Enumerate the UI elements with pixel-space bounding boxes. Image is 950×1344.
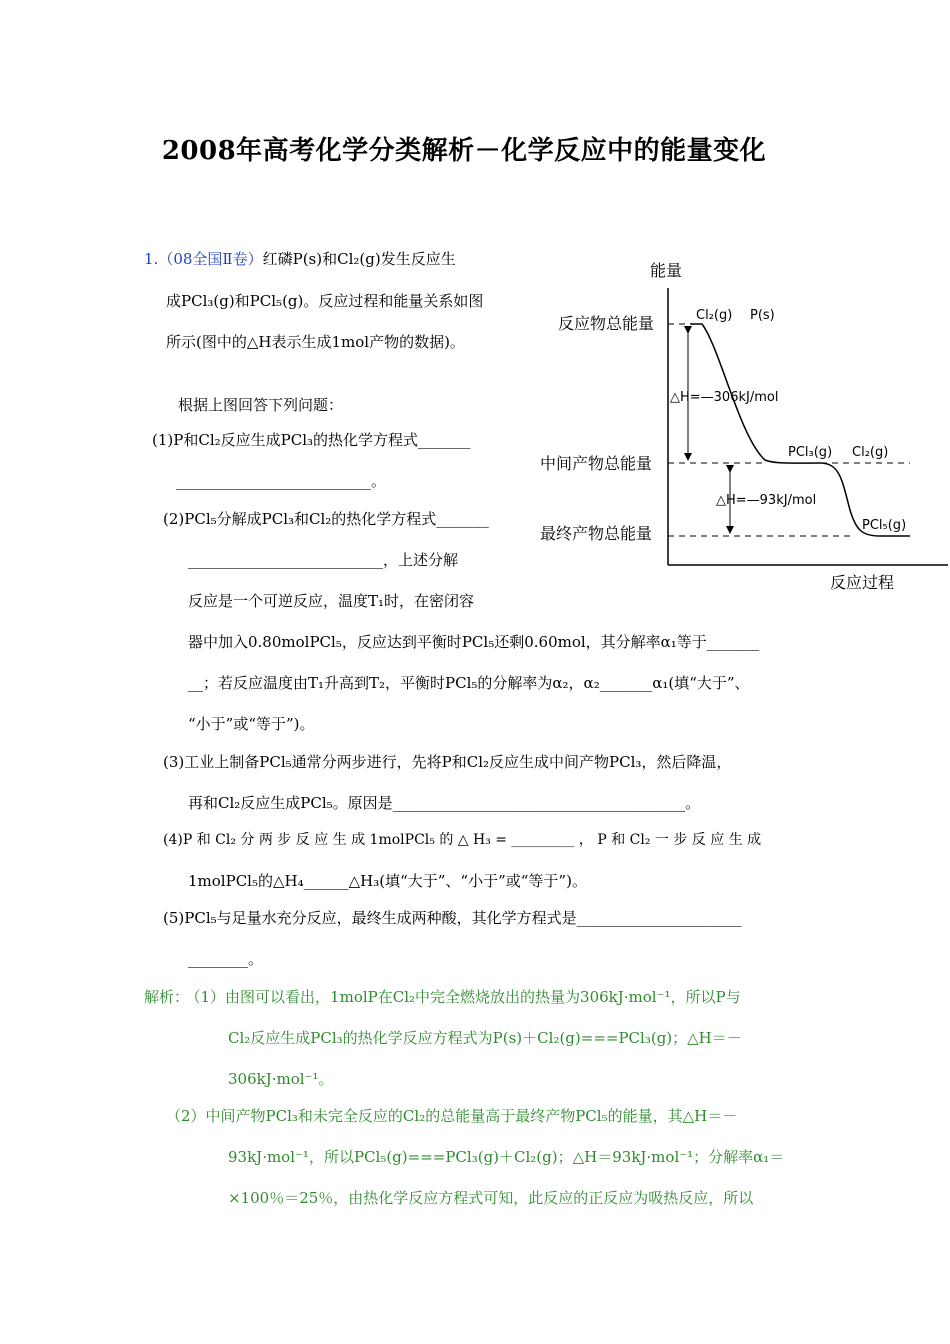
- analysis-line-6: ×100％＝25％，由热化学反应方程式可知，此反应的正反应为吸热反应，所以: [228, 1189, 754, 1207]
- species-pcl3: PCl₃(g): [788, 445, 833, 460]
- level-label-reactants: 反应物总能量: [558, 314, 655, 333]
- part-4-line-1: (4)P 和 Cl₂ 分 两 步 反 应 生 成 1molPCl₅ 的 △ H₃ = _________ ， P 和 Cl₂ 一 步 反 应 生 成: [163, 832, 762, 848]
- part-2-line-3: 反应是一个可逆反应，温度T₁时，在密闭容: [188, 592, 475, 610]
- part-2-line-2: __________________________，上述分解: [188, 551, 459, 569]
- analysis-label: 解析：: [144, 988, 190, 1006]
- page-title: 2008年高考化学分类解析－化学反应中的能量变化: [161, 136, 767, 166]
- species-pcl5: PCl₅(g): [862, 518, 907, 533]
- level-label-final: 最终产物总能量: [540, 524, 653, 543]
- question-intro-line-2: 成PCl₃(g)和PCl₅(g)。反应过程和能量关系如图: [166, 292, 484, 310]
- part-3-line-1: (3)工业上制备PCl₅通常分两步进行，先将P和Cl₂反应生成中间产物PCl₃，然后降温，: [163, 753, 732, 771]
- species-p: P(s): [750, 308, 775, 323]
- energy-diagram: [530, 248, 950, 598]
- analysis-line-1: [144, 986, 741, 1007]
- analysis-line-5: 93kJ·mol⁻¹，所以PCl₅(g)===PCl₃(g)＋Cl₂(g)；△H＝93kJ·mol⁻¹；分解率α₁＝: [228, 1148, 785, 1166]
- species-cl2-mid: Cl₂(g): [852, 445, 889, 460]
- x-axis-label: 反应过程: [830, 573, 895, 592]
- dh1-label: △H=—306kJ/mol: [670, 390, 779, 405]
- part-2-line-5: __；若反应温度由T₁升高到T₂，平衡时PCl₅的分解率为α₂，α₂_______α₁(填“大于”、: [188, 674, 750, 692]
- question-source: （08全国Ⅱ卷）: [158, 250, 263, 268]
- question-prompt: 根据上图回答下列问题：: [178, 396, 344, 414]
- question-intro-line-3: 所示(图中的△H表示生成1mol产物的数据)。: [166, 333, 465, 351]
- level-label-intermediate: 中间产物总能量: [540, 454, 653, 473]
- part-1-line-2: __________________________。: [176, 472, 387, 490]
- part-2-line-4: 器中加入0.80molPCl₅，反应达到平衡时PCl₅还剩0.60mol，其分解率α₁等于_______: [188, 633, 760, 651]
- analysis-line-3: 306kJ·mol⁻¹。: [228, 1070, 334, 1088]
- analysis-line-2: Cl₂反应生成PCl₃的热化学反应方程式为P(s)＋Cl₂(g)===PCl₃(g)；△H＝－: [228, 1029, 742, 1047]
- question-intro-line-1: [144, 248, 456, 269]
- part-4-line-2: 1molPCl₅的△H₄______△H₃(填“大于”、“小于”或“等于”)。: [188, 872, 587, 890]
- species-cl2-top: Cl₂(g): [696, 308, 733, 323]
- dh2-label: △H=—93kJ/mol: [716, 493, 817, 508]
- question-intro-text: 红磷P(s)和Cl₂(g)发生反应生: [262, 250, 456, 268]
- y-axis-label: 能量: [650, 261, 683, 280]
- analysis-line-4: （2）中间产物PCl₃和未完全反应的Cl₂的总能量高于最终产物PCl₅的能量，其△H＝－: [166, 1107, 738, 1125]
- part-5-line-1: (5)PCl₅与足量水充分反应，最终生成两种酸，其化学方程式是______________________: [163, 909, 742, 927]
- analysis-part-1-text: （1）由图可以看出，1molP在Cl₂中完全燃烧放出的热量为306kJ·mol⁻¹，所以P与: [193, 988, 741, 1006]
- question-number: 1.: [144, 250, 159, 268]
- part-1-line-1: (1)P和Cl₂反应生成PCl₃的热化学方程式_______: [152, 431, 471, 449]
- part-3-line-2: 再和Cl₂反应生成PCl₅。原因是_______________________________________。: [188, 794, 701, 812]
- part-2-line-6: “小于”或“等于”)。: [188, 715, 315, 733]
- part-2-line-1: (2)PCl₅分解成PCl₃和Cl₂的热化学方程式_______: [163, 510, 489, 528]
- part-5-line-2: ________。: [188, 950, 264, 968]
